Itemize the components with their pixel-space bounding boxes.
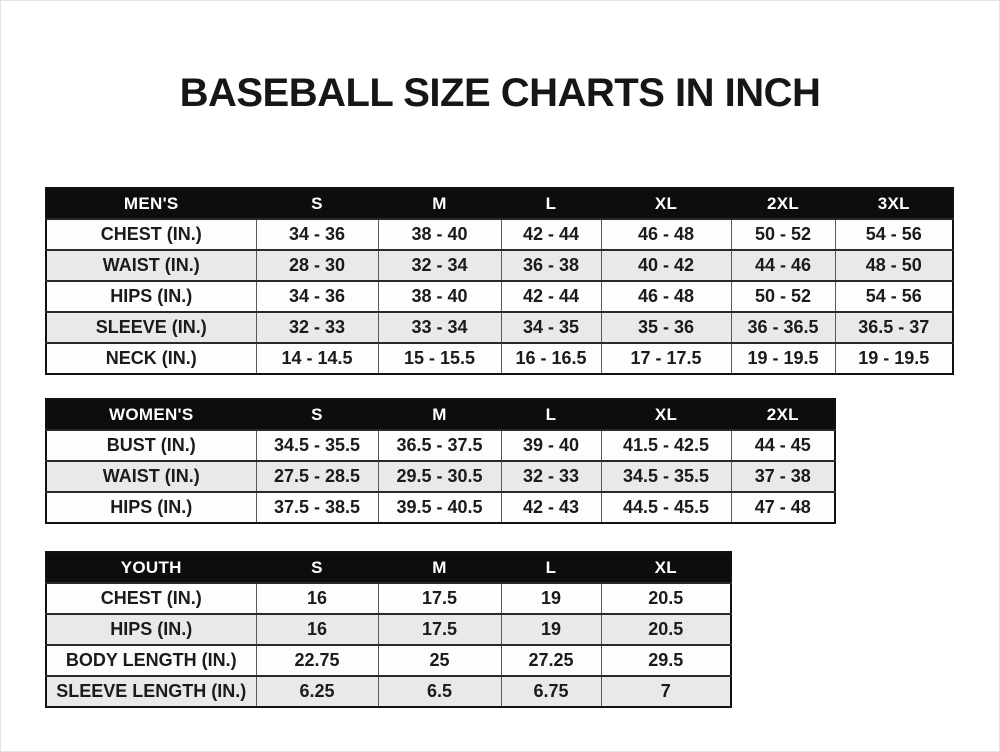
womens-table-row	[46, 461, 835, 492]
youth-value-cell: 6.25	[256, 676, 378, 707]
youth-table-row	[46, 583, 731, 614]
youth-value-cell: 22.75	[256, 645, 378, 676]
youth-size-header-cell: M	[378, 552, 501, 583]
mens-size-header-cell: 3XL	[835, 188, 953, 219]
womens-table-row	[46, 430, 835, 461]
womens-value-cell: 36.5 - 37.5	[378, 430, 501, 461]
womens-value-cell: 42 - 43	[501, 492, 601, 523]
womens-size-table	[45, 398, 836, 524]
mens-row-label: CHEST (IN.)	[46, 219, 256, 250]
youth-row-label: SLEEVE LENGTH (IN.)	[46, 676, 256, 707]
mens-value-cell: 54 - 56	[835, 219, 953, 250]
youth-value-cell: 20.5	[601, 614, 731, 645]
womens-row-label: HIPS (IN.)	[46, 492, 256, 523]
womens-size-header-cell: S	[256, 399, 378, 430]
mens-row-label: NECK (IN.)	[46, 343, 256, 374]
mens-value-cell: 19 - 19.5	[731, 343, 835, 374]
mens-size-header-cell: M	[378, 188, 501, 219]
mens-value-cell: 36 - 38	[501, 250, 601, 281]
youth-value-cell: 19	[501, 614, 601, 645]
mens-value-cell: 48 - 50	[835, 250, 953, 281]
mens-value-cell: 44 - 46	[731, 250, 835, 281]
womens-value-cell: 34.5 - 35.5	[256, 430, 378, 461]
womens-value-cell: 27.5 - 28.5	[256, 461, 378, 492]
mens-table-row	[46, 343, 953, 374]
mens-row-label: HIPS (IN.)	[46, 281, 256, 312]
womens-value-cell: 39.5 - 40.5	[378, 492, 501, 523]
mens-row-label: WAIST (IN.)	[46, 250, 256, 281]
womens-size-header-cell: L	[501, 399, 601, 430]
womens-value-cell: 32 - 33	[501, 461, 601, 492]
mens-size-header-cell: 2XL	[731, 188, 835, 219]
mens-value-cell: 50 - 52	[731, 219, 835, 250]
womens-table-row	[46, 492, 835, 523]
youth-header-row	[46, 552, 731, 583]
mens-size-header-cell: XL	[601, 188, 731, 219]
womens-row-label: WAIST (IN.)	[46, 461, 256, 492]
mens-value-cell: 34 - 35	[501, 312, 601, 343]
womens-size-header-cell: XL	[601, 399, 731, 430]
mens-table-row	[46, 312, 953, 343]
youth-value-cell: 27.25	[501, 645, 601, 676]
youth-value-cell: 7	[601, 676, 731, 707]
womens-row-label: BUST (IN.)	[46, 430, 256, 461]
mens-value-cell: 17 - 17.5	[601, 343, 731, 374]
mens-value-cell: 42 - 44	[501, 281, 601, 312]
mens-value-cell: 16 - 16.5	[501, 343, 601, 374]
youth-table-row	[46, 676, 731, 707]
youth-value-cell: 17.5	[378, 614, 501, 645]
womens-value-cell: 37.5 - 38.5	[256, 492, 378, 523]
womens-value-cell: 47 - 48	[731, 492, 835, 523]
mens-value-cell: 46 - 48	[601, 281, 731, 312]
mens-table-row	[46, 250, 953, 281]
mens-value-cell: 19 - 19.5	[835, 343, 953, 374]
womens-value-cell: 34.5 - 35.5	[601, 461, 731, 492]
mens-value-cell: 36.5 - 37	[835, 312, 953, 343]
mens-value-cell: 32 - 34	[378, 250, 501, 281]
mens-table-row	[46, 281, 953, 312]
youth-value-cell: 6.75	[501, 676, 601, 707]
youth-value-cell: 16	[256, 614, 378, 645]
mens-header-row	[46, 188, 953, 219]
womens-table-title-cell: WOMEN'S	[46, 399, 256, 430]
mens-value-cell: 50 - 52	[731, 281, 835, 312]
mens-value-cell: 54 - 56	[835, 281, 953, 312]
womens-size-header-cell: 2XL	[731, 399, 835, 430]
youth-value-cell: 19	[501, 583, 601, 614]
mens-value-cell: 34 - 36	[256, 281, 378, 312]
page-title: BASEBALL SIZE CHARTS IN INCH	[179, 71, 821, 115]
womens-value-cell: 44.5 - 45.5	[601, 492, 731, 523]
mens-value-cell: 36 - 36.5	[731, 312, 835, 343]
mens-value-cell: 38 - 40	[378, 281, 501, 312]
mens-value-cell: 42 - 44	[501, 219, 601, 250]
womens-value-cell: 37 - 38	[731, 461, 835, 492]
youth-table-row	[46, 645, 731, 676]
mens-size-header-cell: L	[501, 188, 601, 219]
youth-size-table	[45, 551, 732, 708]
youth-table-row	[46, 614, 731, 645]
womens-value-cell: 29.5 - 30.5	[378, 461, 501, 492]
youth-row-label: BODY LENGTH (IN.)	[46, 645, 256, 676]
mens-table-title-cell: MEN'S	[46, 188, 256, 219]
womens-value-cell: 39 - 40	[501, 430, 601, 461]
mens-value-cell: 46 - 48	[601, 219, 731, 250]
youth-value-cell: 20.5	[601, 583, 731, 614]
mens-value-cell: 33 - 34	[378, 312, 501, 343]
mens-value-cell: 28 - 30	[256, 250, 378, 281]
mens-table-row	[46, 219, 953, 250]
mens-value-cell: 35 - 36	[601, 312, 731, 343]
womens-header-row	[46, 399, 835, 430]
youth-value-cell: 29.5	[601, 645, 731, 676]
mens-value-cell: 15 - 15.5	[378, 343, 501, 374]
youth-value-cell: 6.5	[378, 676, 501, 707]
youth-row-label: CHEST (IN.)	[46, 583, 256, 614]
mens-value-cell: 32 - 33	[256, 312, 378, 343]
youth-table-title-cell: YOUTH	[46, 552, 256, 583]
youth-value-cell: 17.5	[378, 583, 501, 614]
mens-size-table	[45, 187, 954, 375]
youth-size-header-cell: L	[501, 552, 601, 583]
mens-size-header-cell: S	[256, 188, 378, 219]
mens-value-cell: 40 - 42	[601, 250, 731, 281]
mens-value-cell: 38 - 40	[378, 219, 501, 250]
youth-value-cell: 16	[256, 583, 378, 614]
mens-value-cell: 34 - 36	[256, 219, 378, 250]
mens-value-cell: 14 - 14.5	[256, 343, 378, 374]
womens-value-cell: 41.5 - 42.5	[601, 430, 731, 461]
youth-size-header-cell: XL	[601, 552, 731, 583]
youth-value-cell: 25	[378, 645, 501, 676]
womens-size-header-cell: M	[378, 399, 501, 430]
youth-size-header-cell: S	[256, 552, 378, 583]
womens-value-cell: 44 - 45	[731, 430, 835, 461]
mens-row-label: SLEEVE (IN.)	[46, 312, 256, 343]
youth-row-label: HIPS (IN.)	[46, 614, 256, 645]
